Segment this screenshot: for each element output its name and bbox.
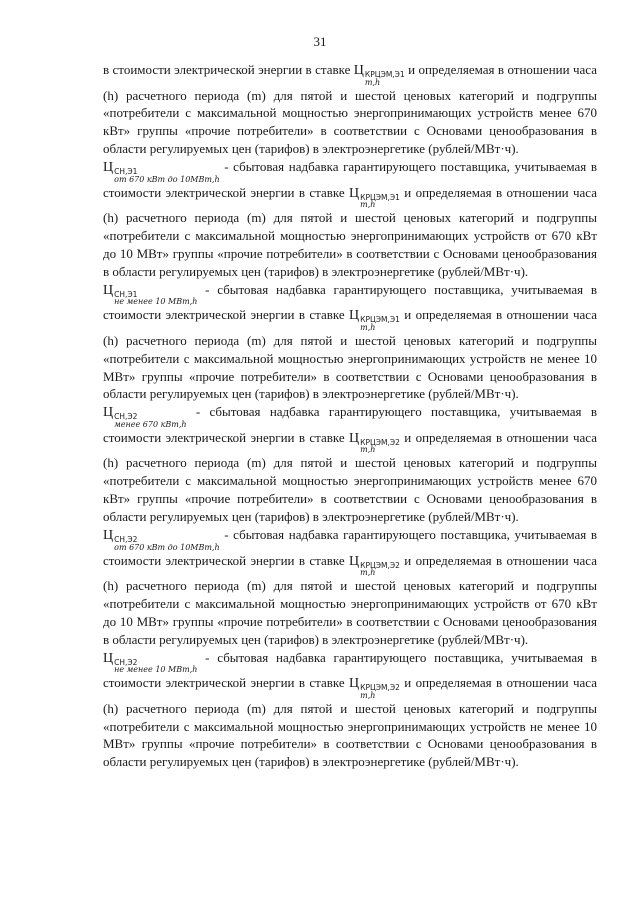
symbol-subscript: не менее 10 МВт,h [114,297,198,307]
symbol-subscript: от 670 кВт до 10МВт,h [114,174,220,184]
symbol-superscript: СН,Э1 [114,167,138,177]
symbol-base: Ц [349,676,360,692]
symbol-subscript: m,h [360,568,376,577]
symbol-base: Ц [349,553,360,569]
page-number: 31 [313,34,327,49]
formula-symbol [353,62,405,87]
paragraph-text: - сбытовая надбавка гарантирующего поставщика, учитываемая в стоимости электрической энергии в ставке [103,527,597,568]
symbol-subscript: m,h [360,200,376,210]
symbol-superscript: СН,Э2 [114,412,138,422]
symbol-subscript: менее 670 кВт,h [114,419,187,429]
symbol-subscript: не менее 10 МВт,h [114,665,198,675]
formula-symbol [103,527,220,552]
formula-symbol [349,307,400,332]
document-body [103,61,597,771]
paragraph-text: - сбытовая надбавка гарантирующего поставщика, учитываемая в стоимости электрической энергии в ставке [103,404,597,445]
formula-symbol [349,553,400,577]
paragraph-text: и определяемая в отношении часа (h) расчетного периода (m) для пятой и шестой ценовых категорий и подгруппы «потребители с максимальной мощностью энергопринимающих устройств от 670 кВт до 10 МВт» группы «прочие потребители» в соответствии с Основами ценообразования в области регулируемых цен (тарифов) в электроэнергетике (рублей/МВт·ч). [103,184,597,279]
symbol-superscript: КРЦЭМ,Э2 [360,560,400,570]
paragraph-text: - сбытовая надбавка гарантирующего поставщика, учитываемая в стоимости электрической энергии в ставке [103,159,597,200]
paragraph-text: и определяемая в отношении часа (h) расчетного периода (m) для пятой и шестой ценовых категорий и подгруппы «потребители с максимальной мощностью энергопринимающих устройств менее 670 кВт» группы «прочие потребители» в соответствии с Основами ценообразования в области регулируемых цен (тарифов) в электроэнергетике (рублей/МВт·ч). [103,429,597,525]
symbol-superscript: СН,Э2 [114,535,138,544]
paragraph [103,61,597,158]
symbol-base: Ц [103,650,114,666]
symbol-subscript: m,h [364,77,381,87]
symbol-base: Ц [349,308,360,324]
symbol-base: Ц [349,185,360,201]
formula-symbol [349,185,400,210]
paragraph-text: и определяемая в отношении часа (h) расчетного периода (m) для пятой и шестой ценовых категорий и подгруппы «потребители с максимальной мощностью энергопринимающих устройств не менее 10 МВт» группы «прочие потребители» в соответствии с Основами ценообразования в области регулируемых цен (тарифов) в электроэнергетике (рублей/МВт·ч). [103,307,597,402]
paragraph-text: в стоимости электрической энергии в ставке [103,62,354,77]
formula-symbol [103,650,198,675]
symbol-superscript: КРЦЭМ,Э2 [360,437,400,447]
symbol-superscript: СН,Э2 [114,657,138,667]
symbol-subscript: m,h [360,690,376,700]
formula-symbol [103,404,187,429]
paragraph-text: - сбытовая надбавка гарантирующего поставщика, учитываемая в стоимости электрической энергии в ставке [103,649,597,691]
paragraph [103,403,597,526]
symbol-superscript: КРЦЭМ,Э1 [364,70,405,79]
paragraph-text: и определяемая в отношении часа (h) расчетного периода (m) для пятой и шестой ценовых категорий и подгруппы «потребители с максимальной мощностью энергопринимающих устройств менее 670 кВт» группы «прочие потребители» в соответствии с Основами ценообразования в области регулируемых цен (тарифов) в электроэнергетике (рублей/МВт·ч). [103,62,597,157]
formula-symbol [349,675,400,700]
symbol-subscript: от 670 кВт до 10МВт,h [114,542,220,552]
symbol-base: Ц [103,160,114,176]
formula-symbol [103,159,220,184]
symbol-base: Ц [103,528,114,543]
symbol-superscript: КРЦЭМ,Э1 [360,315,400,325]
paragraph [103,649,597,772]
paragraph-text: и определяемая в отношении часа (h) расчетного периода (m) для пятой и шестой ценовых категорий и подгруппы «потребители с максимальной мощностью энергопринимающих устройств не менее 10 МВт» группы «прочие потребители» в соответствии с Основами ценообразования в области регулируемых цен (тарифов) в электроэнергетике (рублей/МВт·ч). [103,675,597,770]
symbol-subscript: m,h [360,445,376,455]
symbol-base: Ц [103,405,114,421]
symbol-superscript: СН,Э1 [114,289,138,299]
paragraph-text: и определяемая в отношении часа (h) расчетного периода (m) для пятой и шестой ценовых категорий и подгруппы «потребители с максимальной мощностью энергопринимающих устройств от 670 кВт до 10 МВт» группы «прочие потребители» в соответствии с Основами ценообразования в области регулируемых цен (тарифов) в электроэнергетике (рублей/МВт·ч). [103,552,597,647]
paragraph [103,158,597,281]
symbol-base: Ц [103,282,114,298]
symbol-superscript: КРЦЭМ,Э2 [360,683,400,693]
symbol-base: Ц [353,63,364,78]
symbol-base: Ц [349,430,360,446]
formula-symbol [103,282,198,307]
paragraph [103,281,597,404]
formula-symbol [349,430,400,455]
symbol-superscript: КРЦЭМ,Э1 [360,192,400,202]
paragraph [103,526,597,649]
symbol-subscript: m,h [360,322,376,332]
paragraph-text: - сбытовая надбавка гарантирующего поставщика, учитываемая в стоимости электрической энергии в ставке [103,281,597,323]
